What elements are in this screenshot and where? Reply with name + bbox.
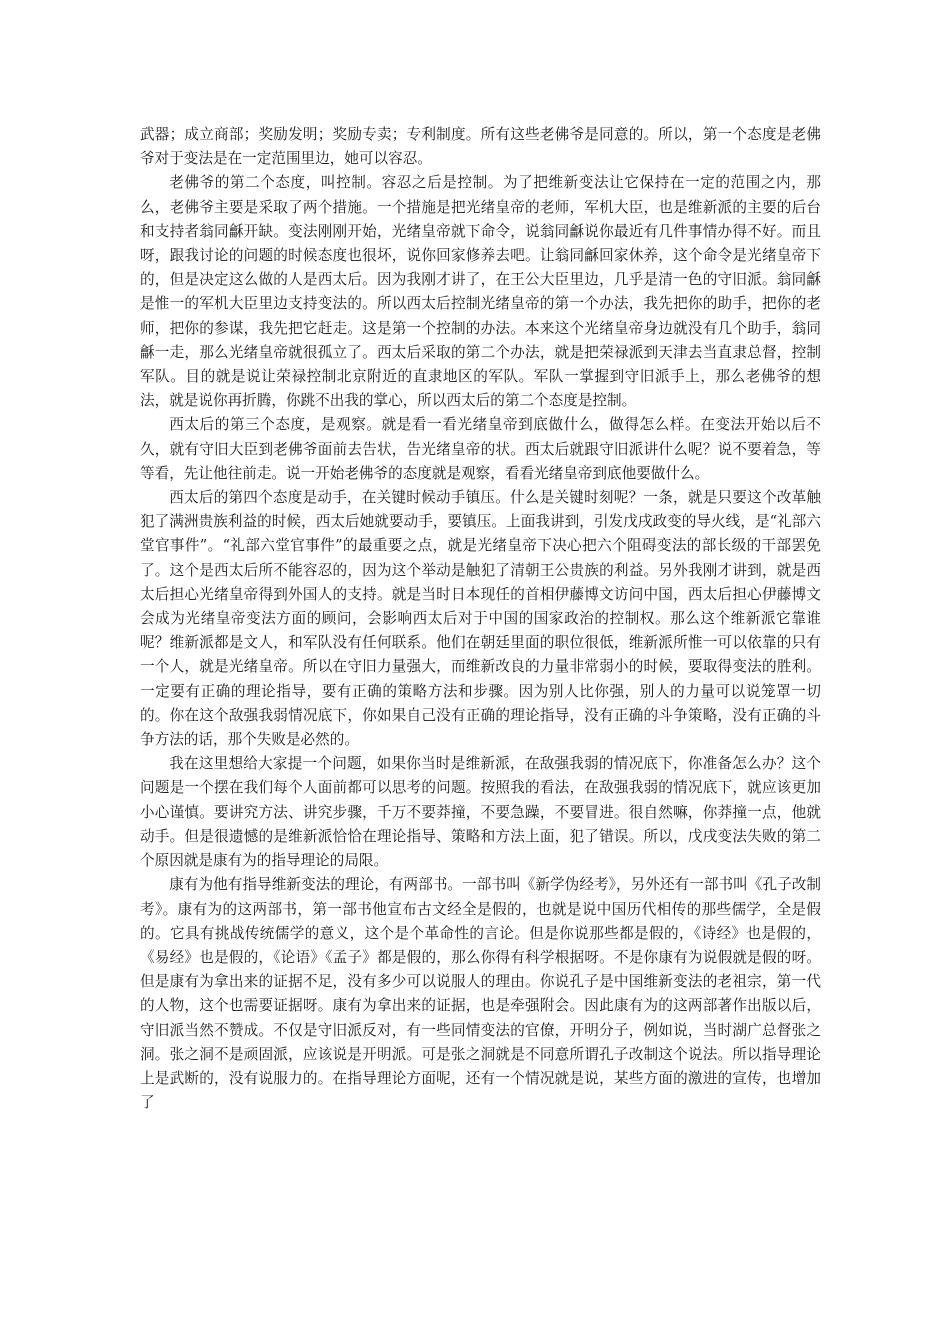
document-page (140, 123, 821, 1115)
paragraph-1: 武器；成立商部；奖励发明；奖励专卖；专利制度。所有这些老佛爷是同意的。所以，第一个态度是老佛爷对于变法是在一定范围里边，她可以容忍。 (140, 126, 821, 168)
paragraph-3: 西太后的第三个态度，是观察。就是看一看光绪皇帝到底做什么，做得怎么样。在变法开始以后不久，就有守旧大臣到老佛爷面前去告状，告光绪皇帝的状。西太后就跟守旧派讲什么呢？说不要着急，等等看，先让他往前走。说一开始老佛爷的态度就是观察，看看光绪皇帝到底他要做什么。 (140, 416, 821, 482)
paragraph-5: 我在这里想给大家提一个问题，如果你当时是维新派，在敌强我弱的情况底下，你准备怎么办？这个问题是一个摆在我们每个人面前都可以思考的问题。按照我的看法，在敌强我弱的情况底下，就应该更加小心谨慎。要讲究方法、讲究步骤，千万不要莽撞，不要急躁，不要冒进。很自然嘛，你莽撞一点，他就动手。但是很遗憾的是维新派恰恰在理论指导、策略和方法上面，犯了错误。所以，戊戌变法失败的第二个原因就是康有为的指导理论的局限。 (140, 755, 821, 870)
paragraph-6: 康有为他有指导维新变法的理论，有两部书。一部书叫《新学伪经考》，另外还有一部书叫《孔子改制考》。康有为的这两部书，第一部书他宣布古文经全是假的，也就是说中国历代相传的那些儒学，全是假的。它具有挑战传统儒学的意义，这个是个革命性的言论。但是你说那些都是假的，《诗经》也是假的，《易经》也是假的，《论语》《孟子》都是假的，那么你得有科学根据呀。不是你康有为说假就是假的呀。但是康有为拿出来的证据不足，没有多少可以说服人的理由。你说孔子是中国维新变法的老祖宗，第一代的人物，这个也需要证据呀。康有为拿出来的证据，也是牵强附会。因此康有为的这两部著作出版以后，守旧派当然不赞成。不仅是守旧派反对，有一些同情变法的官僚，开明分子，例如说，当时湖广总督张之洞。张之洞不是顽固派，应该说是开明派。可是张之洞就是不同意所谓孔子改制这个说法。所以指导理论上是武断的，没有说服力的。在指导理论方面呢，还有一个情况就是说，某些方面的激进的宣传，也增加了 (140, 876, 821, 1112)
paragraph-4: 西太后的第四个态度是动手，在关键时候动手镇压。什么是关键时刻呢？一条，就是只要这个改革触犯了满洲贵族利益的时候，西太后她就要动手，要镇压。上面我讲到，引发戊戌政变的导火线，是“礼部六堂官事件”。“礼部六堂官事件”的最重要之点，就是光绪皇帝下决心把六个阻碍变法的部长级的干部罢免了。这个是西太后所不能容忍的，因为这个举动是触犯了清朝王公贵族的利益。另外我刚才讲到，就是西太后担心光绪皇帝得到外国人的支持。就是当时日本现任的首相伊藤博文访问中国，西太后担心伊藤博文会成为光绪皇帝变法方面的顾问，会影响西太后对于中国的国家政治的控制权。那么这个维新派它靠谁呢？维新派都是文人，和军队没有任何联系。他们在朝廷里面的职位很低，维新派所惟一可以依靠的只有一个人，就是光绪皇帝。所以在守旧力量强大，而维新改良的力量非常弱小的时候，要取得变法的胜利。一定要有正确的理论指导，要有正确的策略方法和步骤。因为别人比你强，别人的力量可以说笼罩一切的。你在这个敌强我弱情况底下，你如果自己没有正确的理论指导，没有正确的斗争策略，没有正确的斗争方法的话，那个失败是必然的。 (140, 489, 821, 749)
paragraph-2: 老佛爷的第二个态度，叫控制。容忍之后是控制。为了把维新变法让它保持在一定的范围之内，那么，老佛爷主要是采取了两个措施。一个措施是把光绪皇帝的老师，军机大臣，也是维新派的主要的后台和支持者翁同龢开缺。变法刚刚开始，光绪皇帝就下命令，说翁同龢说你最近有几件事情办得不好。而且呀，跟我讨论的问题的时候态度也很坏，说你回家修养去吧。让翁同龢回家休养，这个命令是光绪皇帝下的，但是决定这么做的人是西太后。因为我刚才讲了，在王公大臣里边，几乎是清一色的守旧派。翁同龢是惟一的军机大臣里边支持变法的。所以西太后控制光绪皇帝的第一个办法，我先把你的助手，把你的老师，把你的参谋，我先把它赶走。这是第一个控制的办法。本来这个光绪皇帝身边就没有几个助手，翁同龢一走，那么光绪皇帝就很孤立了。西太后采取的第二个办法，就是把荣禄派到天津去当直隶总督，控制军队。目的就是说让荣禄控制北京附近的直隶地区的军队。军队一掌握到守旧派手上，那么老佛爷的想法，就是说你再折腾，你跳不出我的掌心，所以西太后的第二个态度是控制。 (140, 174, 821, 410)
